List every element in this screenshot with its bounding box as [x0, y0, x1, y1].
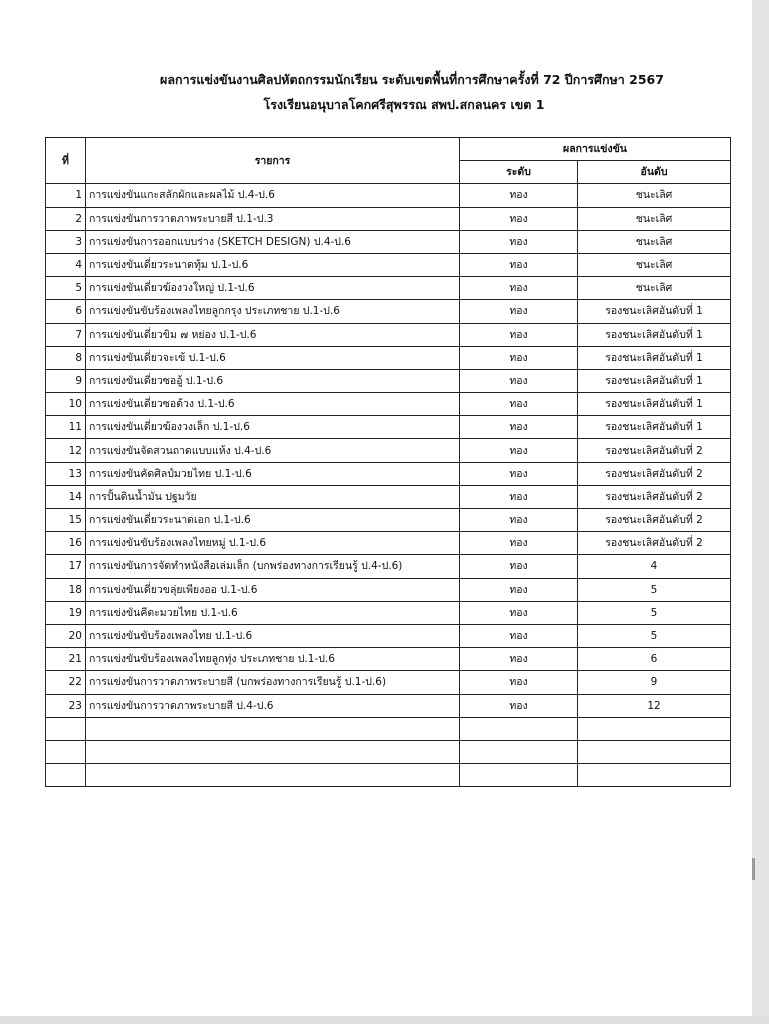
row-number: 2 [46, 207, 86, 230]
row-number: 6 [46, 300, 86, 323]
row-level: ทอง [460, 509, 578, 532]
row-level: ทอง [460, 277, 578, 300]
document-title: ผลการแข่งขันงานศิลปหัตถกรรมนักเรียน ระดับเขตพื้นที่การศึกษาครั้งที่ 72 ปีการศึกษา 2567 [160, 72, 664, 87]
table-row [46, 323, 731, 346]
row-number: 17 [46, 555, 86, 578]
row-level: ทอง [460, 300, 578, 323]
row-rank: รองชนะเลิศอันดับที่ 2 [578, 462, 731, 485]
empty-cell [578, 740, 731, 763]
row-rank: รองชนะเลิศอันดับที่ 1 [578, 393, 731, 416]
header-rank: อันดับ [578, 161, 731, 184]
row-level: ทอง [460, 671, 578, 694]
table-row [46, 578, 731, 601]
row-number: 15 [46, 509, 86, 532]
row-level: ทอง [460, 253, 578, 276]
row-rank: ชนะเลิศ [578, 207, 731, 230]
row-level: ทอง [460, 439, 578, 462]
row-number: 14 [46, 485, 86, 508]
row-rank: รองชนะเลิศอันดับที่ 2 [578, 439, 731, 462]
row-level: ทอง [460, 346, 578, 369]
row-rank: รองชนะเลิศอันดับที่ 1 [578, 416, 731, 439]
row-number: 3 [46, 230, 86, 253]
table-row [46, 393, 731, 416]
row-item: การแข่งขันขับร้องเพลงไทยลูกกรุง ประเภทชาย ป.1-ป.6 [86, 300, 460, 323]
table-row [46, 624, 731, 647]
table-row [46, 648, 731, 671]
header-no: ที่ [46, 138, 86, 184]
row-item: การแข่งขันเดี่ยวซออู้ ป.1-ป.6 [86, 369, 460, 392]
row-rank: ชนะเลิศ [578, 230, 731, 253]
row-item: การแข่งขันเดี่ยวขลุ่ยเพียงออ ป.1-ป.6 [86, 578, 460, 601]
row-number: 13 [46, 462, 86, 485]
empty-row [46, 764, 731, 787]
empty-cell [460, 740, 578, 763]
header-level: ระดับ [460, 161, 578, 184]
row-level: ทอง [460, 184, 578, 207]
table-row [46, 207, 731, 230]
row-number: 5 [46, 277, 86, 300]
row-rank: 5 [578, 601, 731, 624]
table-row [46, 439, 731, 462]
row-rank: รองชนะเลิศอันดับที่ 2 [578, 509, 731, 532]
row-item: การแข่งขันเดี่ยวจะเข้ ป.1-ป.6 [86, 346, 460, 369]
row-level: ทอง [460, 393, 578, 416]
row-item: การแข่งขันการวาดภาพระบายสี ป.4-ป.6 [86, 694, 460, 717]
row-rank: รองชนะเลิศอันดับที่ 1 [578, 346, 731, 369]
row-level: ทอง [460, 207, 578, 230]
empty-cell [460, 717, 578, 740]
row-rank: 5 [578, 578, 731, 601]
empty-cell [86, 764, 460, 787]
row-level: ทอง [460, 230, 578, 253]
empty-cell [46, 764, 86, 787]
row-number: 12 [46, 439, 86, 462]
empty-row [46, 740, 731, 763]
table-row [46, 509, 731, 532]
row-level: ทอง [460, 601, 578, 624]
table-row [46, 462, 731, 485]
row-rank: ชนะเลิศ [578, 253, 731, 276]
table-row [46, 277, 731, 300]
row-number: 9 [46, 369, 86, 392]
empty-cell [46, 717, 86, 740]
row-number: 20 [46, 624, 86, 647]
table-row [46, 555, 731, 578]
row-item: การแข่งขันแกะสลักผักและผลไม้ ป.4-ป.6 [86, 184, 460, 207]
empty-cell [86, 740, 460, 763]
empty-cell [460, 764, 578, 787]
results-table [45, 137, 731, 787]
empty-cell [46, 740, 86, 763]
row-item: การแข่งขันขับร้องเพลงไทยลูกทุ่ง ประเภทชาย ป.1-ป.6 [86, 648, 460, 671]
scroll-mark [752, 858, 755, 880]
row-level: ทอง [460, 416, 578, 439]
row-item: การแข่งขันเดี่ยวฆ้องวงใหญ่ ป.1-ป.6 [86, 277, 460, 300]
row-item: การแข่งขันคีตะมวยไทย ป.1-ป.6 [86, 601, 460, 624]
table-row [46, 485, 731, 508]
row-level: ทอง [460, 578, 578, 601]
row-item: การแข่งขันเดี่ยวฆ้องวงเล็ก ป.1-ป.6 [86, 416, 460, 439]
row-item: การแข่งขันการวาดภาพระบายสี ป.1-ป.3 [86, 207, 460, 230]
document-subtitle: โรงเรียนอนุบาลโคกศรีสุพรรณ สพป.สกลนคร เขต 1 [263, 97, 545, 112]
table-row [46, 601, 731, 624]
table-row [46, 346, 731, 369]
row-level: ทอง [460, 532, 578, 555]
row-item: การแข่งขันจัดสวนถาดแบบแห้ง ป.4-ป.6 [86, 439, 460, 462]
row-item: การแข่งขันเดี่ยวซอด้วง ป.1-ป.6 [86, 393, 460, 416]
table-row [46, 230, 731, 253]
row-level: ทอง [460, 624, 578, 647]
row-rank: รองชนะเลิศอันดับที่ 2 [578, 532, 731, 555]
table-row [46, 300, 731, 323]
row-item: การแข่งขันคัดศิลป์มวยไทย ป.1-ป.6 [86, 462, 460, 485]
row-number: 19 [46, 601, 86, 624]
row-item: การแข่งขันการวาดภาพระบายสี (บกพร่องทางการเรียนรู้ ป.1-ป.6) [86, 671, 460, 694]
table-row [46, 184, 731, 207]
empty-cell [578, 717, 731, 740]
row-rank: 12 [578, 694, 731, 717]
row-number: 8 [46, 346, 86, 369]
row-rank: 9 [578, 671, 731, 694]
page-edge-bottom [0, 1016, 769, 1024]
table-row [46, 416, 731, 439]
row-rank: 4 [578, 555, 731, 578]
row-number: 1 [46, 184, 86, 207]
row-rank: รองชนะเลิศอันดับที่ 2 [578, 485, 731, 508]
results-body [46, 184, 731, 787]
row-level: ทอง [460, 462, 578, 485]
row-rank: ชนะเลิศ [578, 277, 731, 300]
row-number: 16 [46, 532, 86, 555]
table-row [46, 253, 731, 276]
row-number: 10 [46, 393, 86, 416]
row-item: การปั้นดินน้ำมัน ปฐมวัย [86, 485, 460, 508]
row-level: ทอง [460, 323, 578, 346]
empty-cell [86, 717, 460, 740]
row-level: ทอง [460, 369, 578, 392]
row-number: 23 [46, 694, 86, 717]
empty-row [46, 717, 731, 740]
row-level: ทอง [460, 694, 578, 717]
table-row [46, 369, 731, 392]
row-number: 11 [46, 416, 86, 439]
row-item: การแข่งขันขับร้องเพลงไทย ป.1-ป.6 [86, 624, 460, 647]
row-level: ทอง [460, 648, 578, 671]
row-rank: รองชนะเลิศอันดับที่ 1 [578, 369, 731, 392]
row-number: 21 [46, 648, 86, 671]
row-item: การแข่งขันขับร้องเพลงไทยหมู่ ป.1-ป.6 [86, 532, 460, 555]
row-number: 7 [46, 323, 86, 346]
row-number: 22 [46, 671, 86, 694]
row-number: 18 [46, 578, 86, 601]
row-item: การแข่งขันการจัดทำหนังสือเล่มเล็ก (บกพร่องทางการเรียนรู้ ป.4-ป.6) [86, 555, 460, 578]
table-row [46, 671, 731, 694]
row-rank: รองชนะเลิศอันดับที่ 1 [578, 300, 731, 323]
header-item: รายการ [86, 138, 460, 184]
row-item: การแข่งขันเดี่ยวขิม ๗ หย่อง ป.1-ป.6 [86, 323, 460, 346]
row-rank: รองชนะเลิศอันดับที่ 1 [578, 323, 731, 346]
row-rank: ชนะเลิศ [578, 184, 731, 207]
row-level: ทอง [460, 555, 578, 578]
table-row [46, 532, 731, 555]
row-number: 4 [46, 253, 86, 276]
header-result-group: ผลการแข่งขัน [460, 138, 731, 161]
table-row [46, 694, 731, 717]
row-level: ทอง [460, 485, 578, 508]
row-item: การแข่งขันเดี่ยวระนาดทุ้ม ป.1-ป.6 [86, 253, 460, 276]
row-rank: 6 [578, 648, 731, 671]
row-item: การแข่งขันการออกแบบร่าง (SKETCH DESIGN) ป.4-ป.6 [86, 230, 460, 253]
row-rank: 5 [578, 624, 731, 647]
empty-cell [578, 764, 731, 787]
row-item: การแข่งขันเดี่ยวระนาดเอก ป.1-ป.6 [86, 509, 460, 532]
